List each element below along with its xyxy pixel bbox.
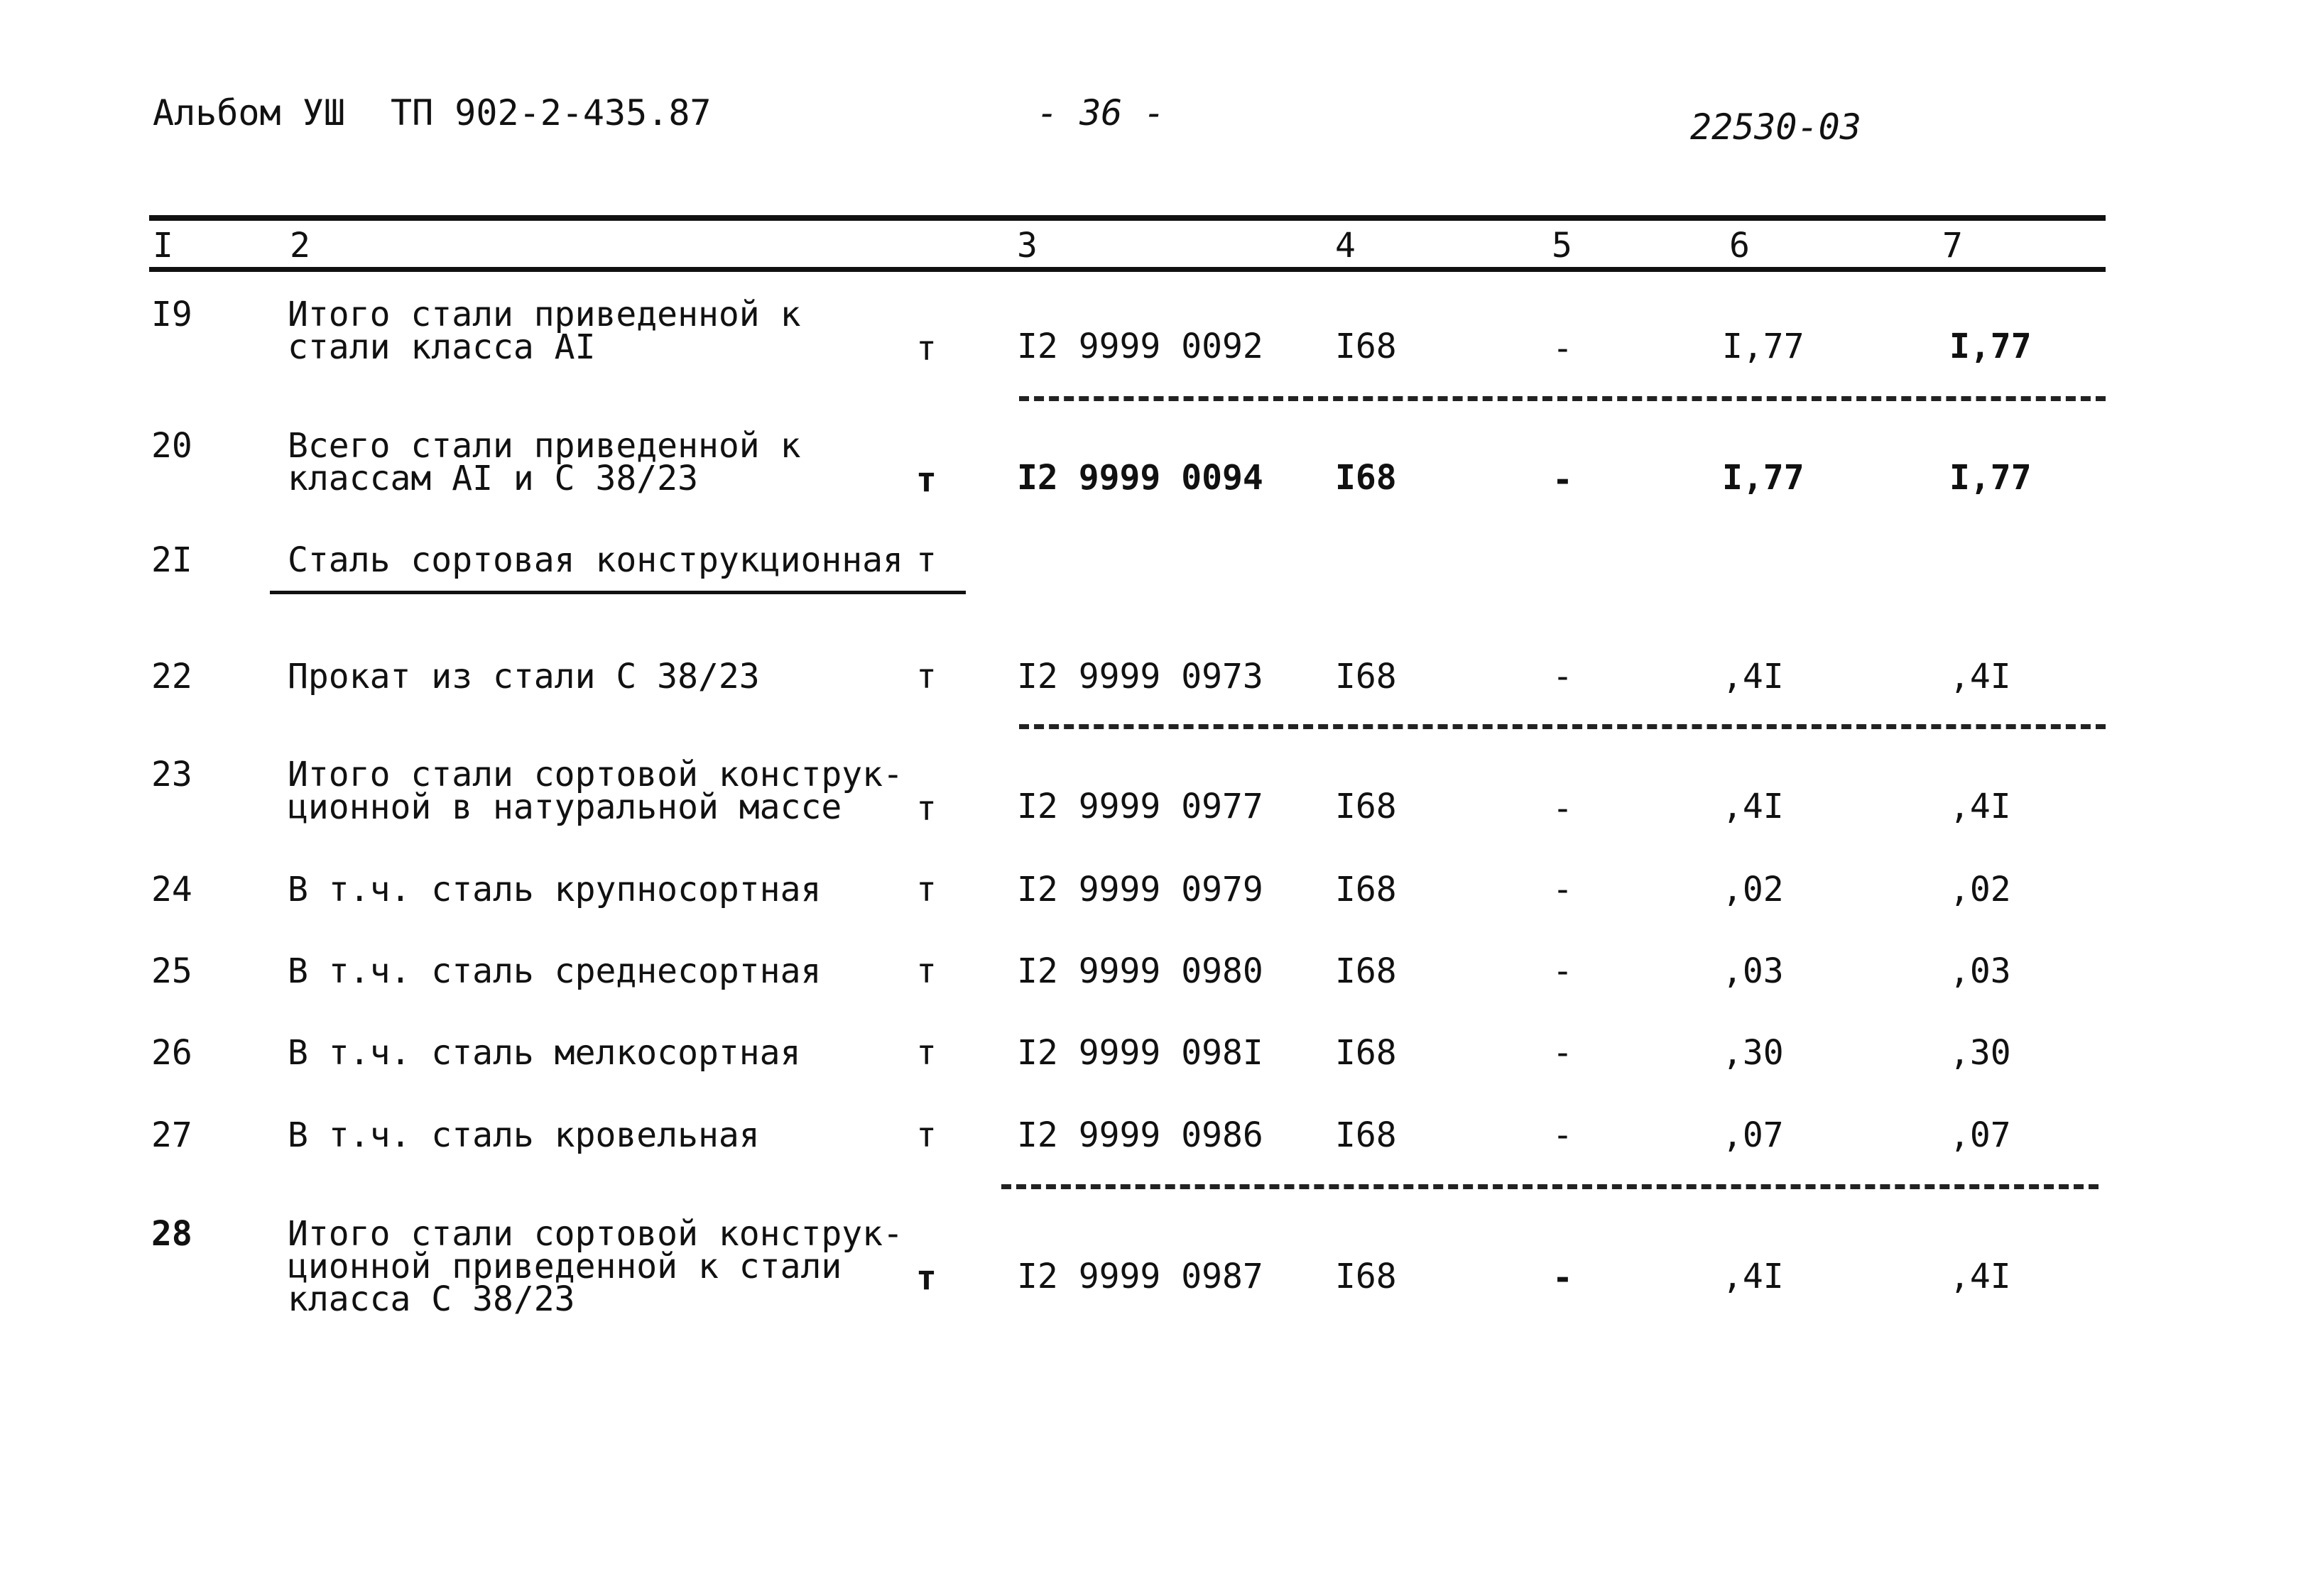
row-code: I2 9999 0977 [1017,787,1263,826]
row-name: Итого стали сортовой конструк- ционной в натуральной массе [288,755,903,827]
row-col4: I68 [1335,458,1397,498]
row-number: 27 [151,1115,192,1155]
document-number: 22530-03 [1690,106,1861,148]
row-code: I2 9999 0987 [1017,1257,1263,1296]
row-col7: I,77 [1949,327,2032,366]
row-name: Всего стали приведенной к классам АI и С 38/23 [288,426,801,498]
table-header-rule [149,267,2106,272]
row-code: I2 9999 0979 [1017,870,1263,909]
row-col4: I68 [1335,657,1397,696]
row-name: В т.ч. сталь среднесортная [288,951,822,991]
row-col4: I68 [1335,951,1397,991]
row-unit: т [916,870,937,909]
row-col7: ,30 [1949,1033,2011,1073]
row-name: В т.ч. сталь крупносортная [288,870,822,909]
row-col5: - [1552,870,1573,909]
row-unit: т [916,540,937,580]
column-header-2: 2 [290,226,310,266]
row-col5: - [1552,329,1573,368]
row-name: Итого стали сортовой конструк- ционной приведенной к стали класса С 38/23 [288,1214,903,1319]
row-unit: т [916,789,937,829]
row-code: I2 9999 0980 [1017,951,1263,991]
row-col7: ,4I [1949,1257,2011,1296]
row-number: 26 [151,1033,192,1073]
row-unit: т [916,1258,937,1298]
row-col5: - [1552,1033,1573,1073]
row-number: 2I [151,540,192,580]
row-unit: т [916,1033,937,1073]
row-col7: ,4I [1949,787,2011,826]
row-name: Прокат из стали С 38/23 [288,657,760,696]
row-col6: ,4I [1722,787,1784,826]
row-name: Сталь сортовая конструкционная [288,540,903,580]
row-col6: ,02 [1722,870,1784,909]
column-header-7: 7 [1942,226,1963,266]
row-number: 22 [151,657,192,696]
row-code: I2 9999 0092 [1017,327,1263,366]
row-col5: - [1552,657,1573,696]
row-unit: т [916,1115,937,1155]
column-header-5: 5 [1552,226,1572,266]
row-col6: ,30 [1722,1033,1784,1073]
row-col4: I68 [1335,870,1397,909]
subtotal-dashed-rule [1001,1184,2099,1189]
row-col6: ,4I [1722,1257,1784,1296]
row-name: В т.ч. сталь кровельная [288,1115,760,1155]
row-number: I9 [151,295,192,334]
column-header-6: 6 [1729,226,1750,266]
row-col7: ,4I [1949,657,2011,696]
row-col6: I,77 [1722,327,1805,366]
row-col6: ,4I [1722,657,1784,696]
column-header-4: 4 [1335,226,1356,266]
row-col7: I,77 [1949,458,2032,498]
album-label: Альбом УШ [153,92,345,133]
section-underline [270,591,966,594]
row-col5: - [1552,1258,1573,1298]
subtotal-dashed-rule [1019,724,2106,729]
column-header-1: I [153,226,173,266]
row-col4: I68 [1335,1257,1397,1296]
page-number: - 36 - [1037,92,1165,133]
row-col6: ,03 [1722,951,1784,991]
row-col4: I68 [1335,787,1397,826]
row-col4: I68 [1335,1033,1397,1073]
row-unit: т [916,951,937,991]
table-top-rule [149,215,2106,221]
row-number: 20 [151,426,192,466]
row-unit: т [916,657,937,696]
row-name: В т.ч. сталь мелкосортная [288,1033,801,1073]
row-col7: ,02 [1949,870,2011,909]
project-code: ТП 902-2-435.87 [391,92,712,133]
row-name: Итого стали приведенной к стали класса АI [288,295,801,367]
row-col7: ,07 [1949,1115,2011,1155]
row-col7: ,03 [1949,951,2011,991]
row-number: 24 [151,870,192,909]
row-col5: - [1552,460,1573,500]
row-unit: т [916,460,937,500]
row-code: I2 9999 0986 [1017,1115,1263,1155]
row-col5: - [1552,789,1573,829]
row-col6: I,77 [1722,458,1805,498]
column-header-3: 3 [1017,226,1038,266]
row-number: 28 [151,1214,192,1254]
row-col4: I68 [1335,327,1397,366]
row-col6: ,07 [1722,1115,1784,1155]
row-number: 25 [151,951,192,991]
row-col4: I68 [1335,1115,1397,1155]
row-col5: - [1552,1115,1573,1155]
row-code: I2 9999 098I [1017,1033,1263,1073]
subtotal-dashed-rule [1019,396,2106,401]
row-unit: т [916,329,937,368]
row-number: 23 [151,755,192,794]
row-code: I2 9999 0094 [1017,458,1263,498]
row-code: I2 9999 0973 [1017,657,1263,696]
row-col5: - [1552,951,1573,991]
